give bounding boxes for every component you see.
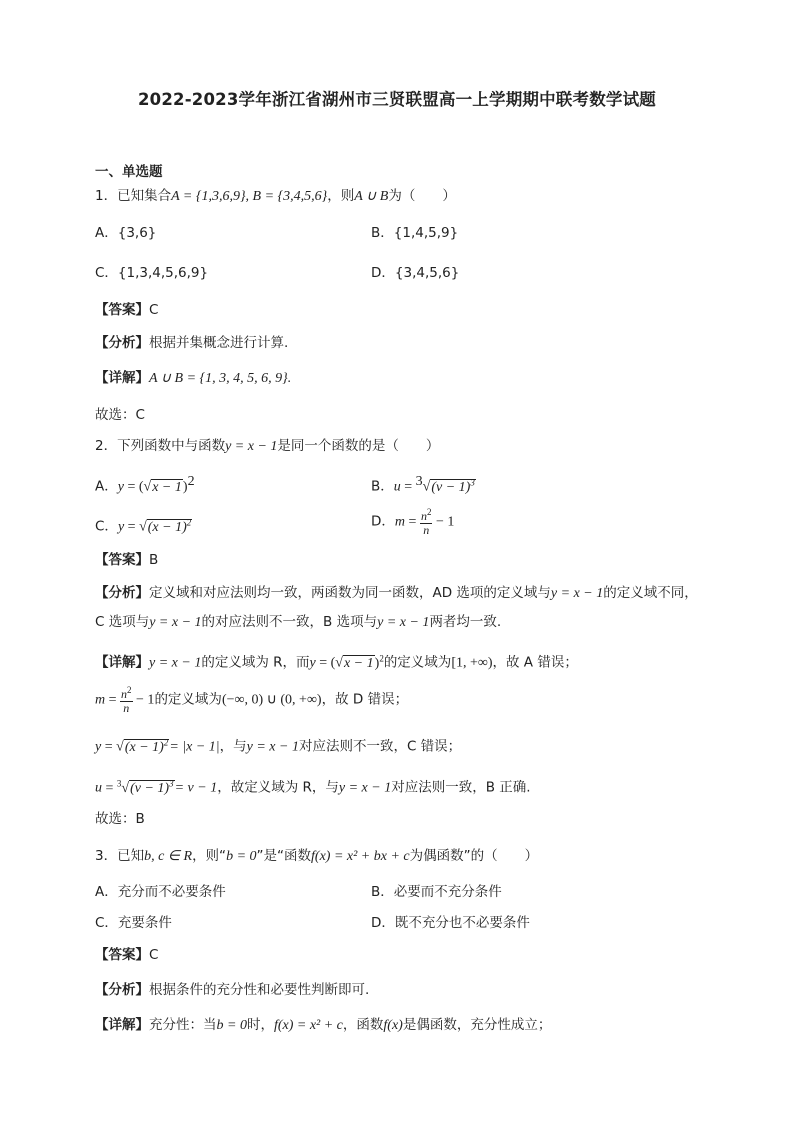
question-3-option-c: C．充要条件 <box>95 915 172 931</box>
question-1-analysis: 【分析】根据并集概念进行计算. <box>95 335 289 351</box>
question-1-detail: 【详解】A ∪ B = {1, 3, 4, 5, 6, 9}. <box>95 370 292 386</box>
question-2-option-d: D．m = $\frac{n^2}{n}$ − 1 <box>371 507 455 537</box>
question-1-choice: 故选：C <box>95 407 145 423</box>
question-1-answer: 【答案】C <box>95 302 159 318</box>
question-2-detail-line3: $y = √(x - 1)^2= |x - 1|$，与y = x − 1对应法则不一致，C 错误； <box>95 737 462 755</box>
question-1-option-b: B．{1,4,5,9} <box>371 225 459 241</box>
section-heading: 一、单选题 <box>95 164 163 180</box>
page-title: 2022-2023学年浙江省湖州市三贤联盟高一上学期期中联考数学试题 <box>138 90 656 109</box>
question-3-option-d: D．既不充分也不必要条件 <box>371 915 530 931</box>
question-2-option-b: B．$u = ^3√(v - 1)^3$ <box>371 474 475 495</box>
question-2-detail-line4: $u = ^3√(v - 1)^3= v - 1$，故定义域为 R，与y = x − 1对应法则一致，B 正确. <box>95 778 531 796</box>
question-1-option-c: C．{1,3,4,5,6,9} <box>95 265 209 281</box>
question-2-choice: 故选：B <box>95 811 145 827</box>
question-3-option-b: B．必要而不充分条件 <box>371 884 502 900</box>
question-2-stem: 2．下列函数中与函数y = x − 1是同一个函数的是（ ） <box>95 438 440 454</box>
question-3-option-a: A．充分而不必要条件 <box>95 884 226 900</box>
question-3-stem: 3．已知b, c ∈ R，则“b = 0”是“函数f(x) = x² + bx + c为偶函数”的（ ） <box>95 848 539 864</box>
question-2-analysis-line2: C 选项与y = x − 1的对应法则不一致，B 选项与y = x − 1两者均一致. <box>95 614 502 630</box>
question-1-option-d: D．{3,4,5,6} <box>371 265 460 281</box>
question-2-analysis-line1: 【分析】定义域和对应法则均一致，两函数为同一函数，AD 选项的定义域与y = x − 1的定义域不同， <box>95 585 698 601</box>
question-2-detail-line2: m = $\frac{n^2}{n}$ − 1的定义域为(−∞, 0) ∪ (0, +∞)，故 D 错误； <box>95 685 409 715</box>
question-3-detail: 【详解】充分性：当b = 0时，f(x) = x² + c，函数f(x)是偶函数，充分性成立； <box>95 1017 552 1033</box>
question-2-option-a: A．$y = (√x - 1)^2$ <box>95 474 195 495</box>
question-3-answer: 【答案】C <box>95 947 159 963</box>
question-1-option-a: A．{3,6} <box>95 225 157 241</box>
question-2-answer: 【答案】B <box>95 552 159 568</box>
question-2-option-c: C．$y = √(x - 1)^2$ <box>95 517 192 535</box>
question-1-stem: 1．已知集合A = {1,3,6,9}, B = {3,4,5,6}，则A ∪ B为（ ） <box>95 188 456 204</box>
question-2-detail-line1: 【详解】y = x − 1的定义域为 R，而$y = (√x - 1)^2$的定义域为[1, +∞)，故 A 错误； <box>95 653 578 671</box>
question-3-analysis: 【分析】根据条件的充分性和必要性判断即可. <box>95 982 370 998</box>
